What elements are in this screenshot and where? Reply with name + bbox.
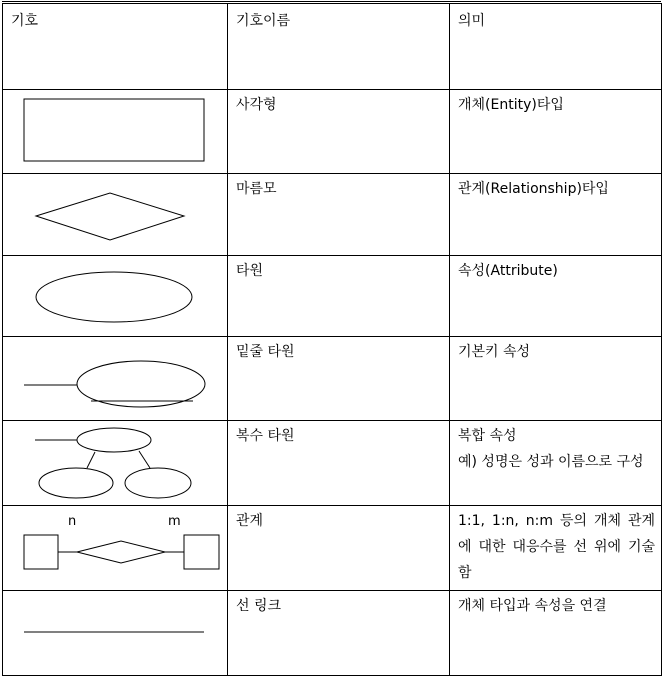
name-cell: 관계 bbox=[228, 506, 450, 591]
header-cell-meaning: 의미 bbox=[450, 4, 662, 90]
name-cell: 복수 타원 bbox=[228, 421, 450, 506]
table-header-row bbox=[3, 4, 662, 90]
table-row bbox=[3, 421, 662, 506]
symbol-cell bbox=[3, 90, 228, 174]
meaning-cell: 개체 타입과 속성을 연결 bbox=[450, 591, 662, 676]
table-row bbox=[3, 174, 662, 256]
name-cell: 밑줄 타원 bbox=[228, 337, 450, 421]
table-row bbox=[3, 256, 662, 337]
symbol-cell bbox=[3, 421, 228, 506]
table-row bbox=[3, 506, 662, 591]
table-row bbox=[3, 337, 662, 421]
meaning-cell bbox=[450, 421, 662, 506]
composite-meaning-line1: 복합 속성 bbox=[458, 428, 517, 444]
meaning-cell: 개체(Entity)타입 bbox=[450, 90, 662, 174]
header-cell-name: 기호이름 bbox=[228, 4, 450, 90]
n-label: n bbox=[68, 514, 77, 529]
relationship-nm-symbol bbox=[3, 506, 227, 590]
m-label: m bbox=[168, 514, 181, 529]
top-border-line bbox=[2, 1, 661, 2]
underlined-ellipse-symbol bbox=[3, 337, 227, 420]
table-row bbox=[3, 591, 662, 676]
meaning-cell bbox=[450, 506, 662, 591]
name-cell: 사각형 bbox=[228, 90, 450, 174]
table-row bbox=[3, 90, 662, 174]
symbol-cell bbox=[3, 337, 228, 421]
line-symbol bbox=[3, 591, 227, 675]
header-cell-symbol: 기호 bbox=[3, 4, 228, 90]
symbol-cell bbox=[3, 174, 228, 256]
composite-meaning-text bbox=[450, 421, 661, 475]
symbol-cell bbox=[3, 591, 228, 676]
meaning-cell: 관계(Relationship)타입 bbox=[450, 174, 662, 256]
ellipse-symbol bbox=[3, 256, 227, 336]
name-cell: 마름모 bbox=[228, 174, 450, 256]
symbol-cell bbox=[3, 506, 228, 591]
er-symbol-table bbox=[2, 3, 662, 676]
multi-ellipse-symbol bbox=[3, 421, 227, 505]
rectangle-symbol bbox=[3, 90, 227, 173]
relationship-meaning-text: 1:1, 1:n, n:m 등의 개체 관계에 대한 대응수를 선 위에 기술함 bbox=[458, 513, 655, 581]
symbol-cell bbox=[3, 256, 228, 337]
name-cell: 선 링크 bbox=[228, 591, 450, 676]
composite-meaning-line2: 예) 성명은 성과 이름으로 구성 bbox=[458, 454, 644, 470]
diamond-symbol bbox=[3, 174, 227, 255]
meaning-cell: 기본키 속성 bbox=[450, 337, 662, 421]
meaning-cell: 속성(Attribute) bbox=[450, 256, 662, 337]
name-cell: 타원 bbox=[228, 256, 450, 337]
